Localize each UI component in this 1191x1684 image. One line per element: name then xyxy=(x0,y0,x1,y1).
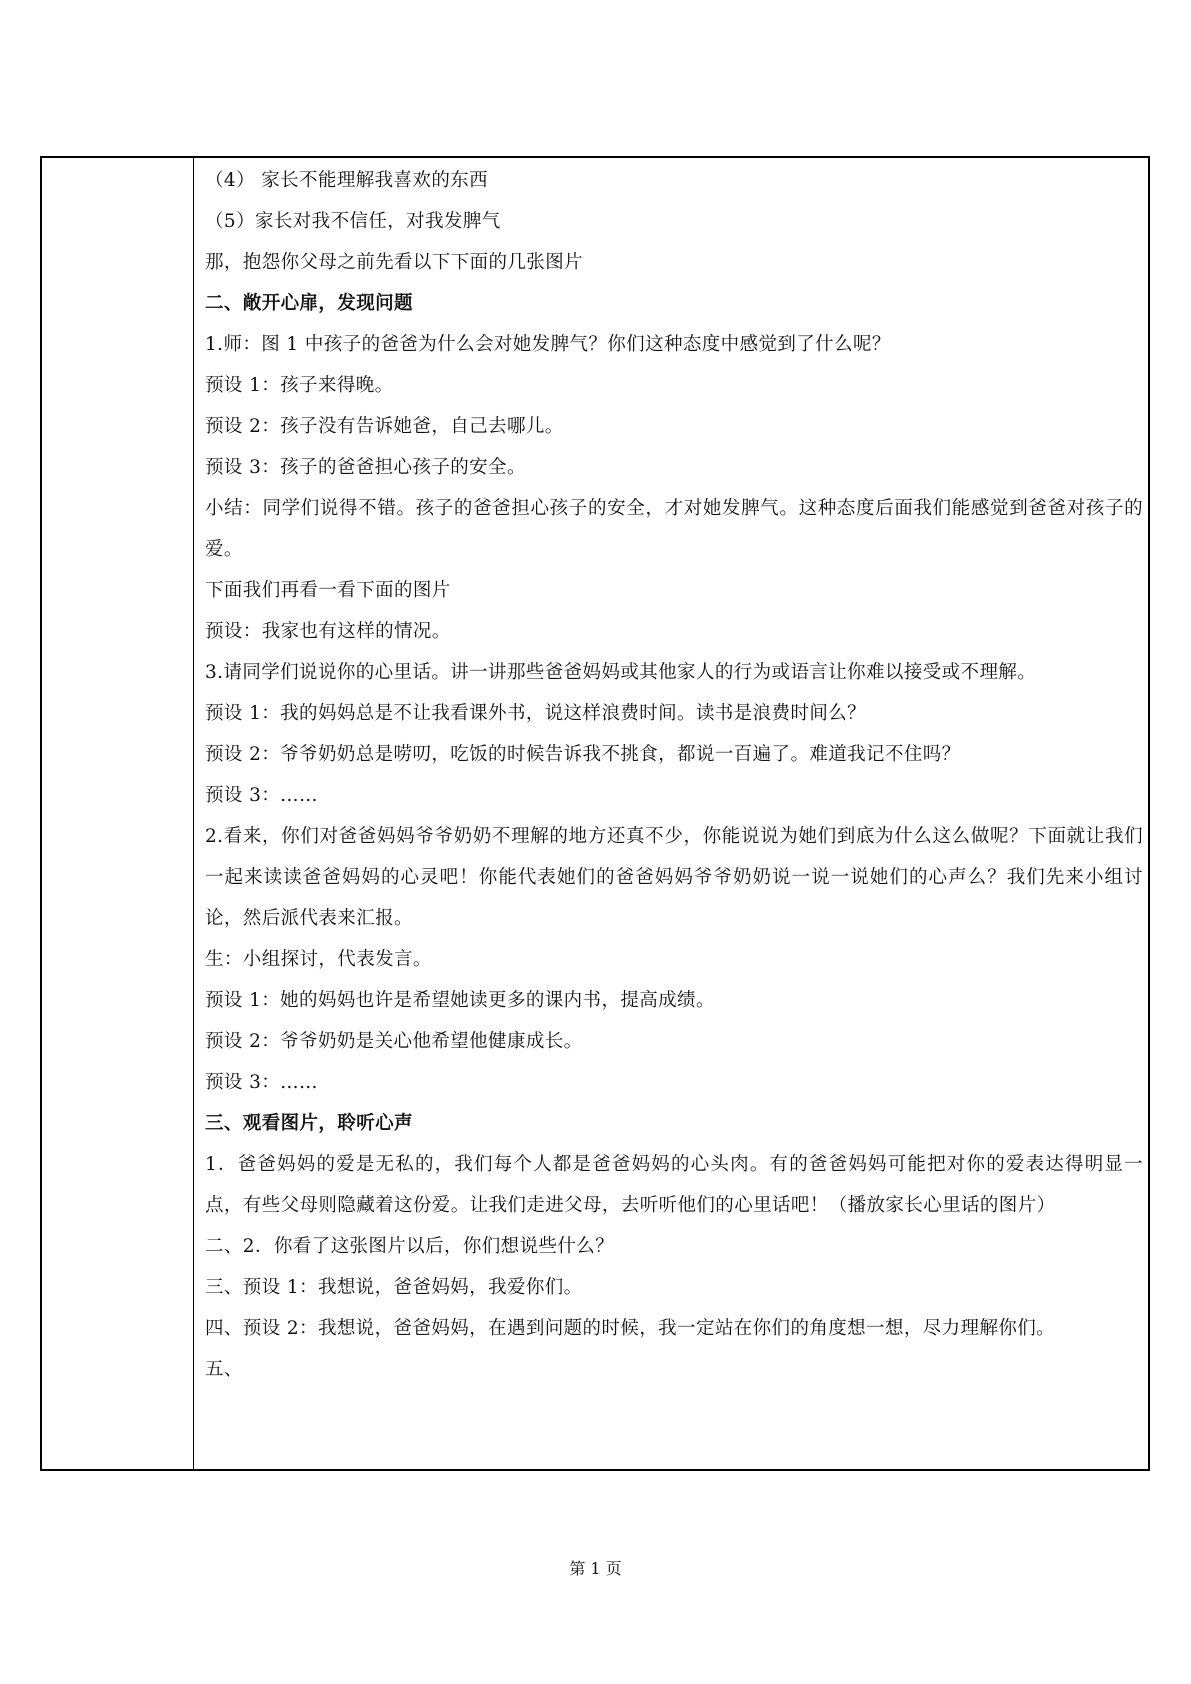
paragraph-line: 2.看来，你们对爸爸妈妈爷爷奶奶不理解的地方还真不少，你能说说为她们到底为什么这么做呢？下面就让我们一起来读读爸爸妈妈的心灵吧！你能代表她们的爸爸妈妈爷爷奶奶说一说一说她们的心声么？我们先来小组讨论，然后派代表来汇报。 xyxy=(205,826,1143,929)
paragraph-line: 预设 1：我的妈妈总是不让我看课外书，说这样浪费时间。读书是浪费时间么？ xyxy=(205,703,867,724)
paragraph-line: 小结：同学们说得不错。孩子的爸爸担心孩子的安全，才对她发脾气。这种态度后面我们能感觉到爸爸对孩子的爱。 xyxy=(205,498,1143,560)
section-heading: 三、观看图片，聆听心声 xyxy=(205,1113,413,1134)
paragraph-line: 三、预设 1：我想说，爸爸妈妈，我爱你们。 xyxy=(205,1277,583,1298)
table-left-column xyxy=(42,158,194,1469)
paragraph-line: 预设：我家也有这样的情况。 xyxy=(205,621,451,642)
paragraph-line: 预设 1：她的妈妈也许是希望她读更多的课内书，提高成绩。 xyxy=(205,990,715,1011)
paragraph-line: 四、预设 2：我想说，爸爸妈妈，在遇到问题的时候，我一定站在你们的角度想一想，尽力理解你们。 xyxy=(205,1318,1056,1339)
paragraph-line: 五、 xyxy=(205,1359,243,1380)
paragraph-line: 预设 2：孩子没有告诉她爸，自己去哪儿。 xyxy=(205,416,564,437)
paragraph-line: 下面我们再看一看下面的图片 xyxy=(205,580,451,601)
paragraph-line: 预设 3：…… xyxy=(205,785,318,806)
paragraph-line: 预设 3：孩子的爸爸担心孩子的安全。 xyxy=(205,457,526,478)
paragraph-line: （5）家长对我不信任，对我发脾气 xyxy=(205,211,501,232)
paragraph-line: 生：小组探讨，代表发言。 xyxy=(205,949,432,970)
page-footer: 第 1 页 xyxy=(569,1559,622,1578)
paragraph-line: 预设 2：爷爷奶奶是关心他希望他健康成长。 xyxy=(205,1031,583,1052)
paragraph-line: 预设 2：爷爷奶奶总是唠叨，吃饭的时候告诉我不挑食，都说一百遍了。难道我记不住吗？ xyxy=(205,744,961,765)
paragraph-line: 1．爸爸妈妈的爱是无私的，我们每个人都是爸爸妈妈的心头肉。有的爸爸妈妈可能把对你的爱表达得明显一点，有些父母则隐藏着这份爱。让我们走进父母，去听听他们的心里话吧！（播放家长心里话的图片） xyxy=(205,1154,1143,1216)
paragraph-line: （4） 家长不能理解我喜欢的东西 xyxy=(205,170,489,191)
paragraph-line: 预设 3：…… xyxy=(205,1072,318,1093)
table-content-cell xyxy=(205,160,1143,1390)
paragraph-line: 二、2．你看了这张图片以后，你们想说些什么？ xyxy=(205,1236,615,1257)
section-heading: 二、敞开心扉，发现问题 xyxy=(205,293,413,314)
paragraph-line: 3.请同学们说说你的心里话。讲一讲那些爸爸妈妈或其他家人的行为或语言让你难以接受或不理解。 xyxy=(205,662,1037,683)
paragraph-line: 预设 1：孩子来得晚。 xyxy=(205,375,394,396)
paragraph-line: 1.师：图 1 中孩子的爸爸为什么会对她发脾气？你们这种态度中感觉到了什么呢？ xyxy=(205,334,891,355)
paragraph-line: 那，抱怨你父母之前先看以下下面的几张图片 xyxy=(205,252,584,273)
lesson-table xyxy=(40,156,1150,1471)
